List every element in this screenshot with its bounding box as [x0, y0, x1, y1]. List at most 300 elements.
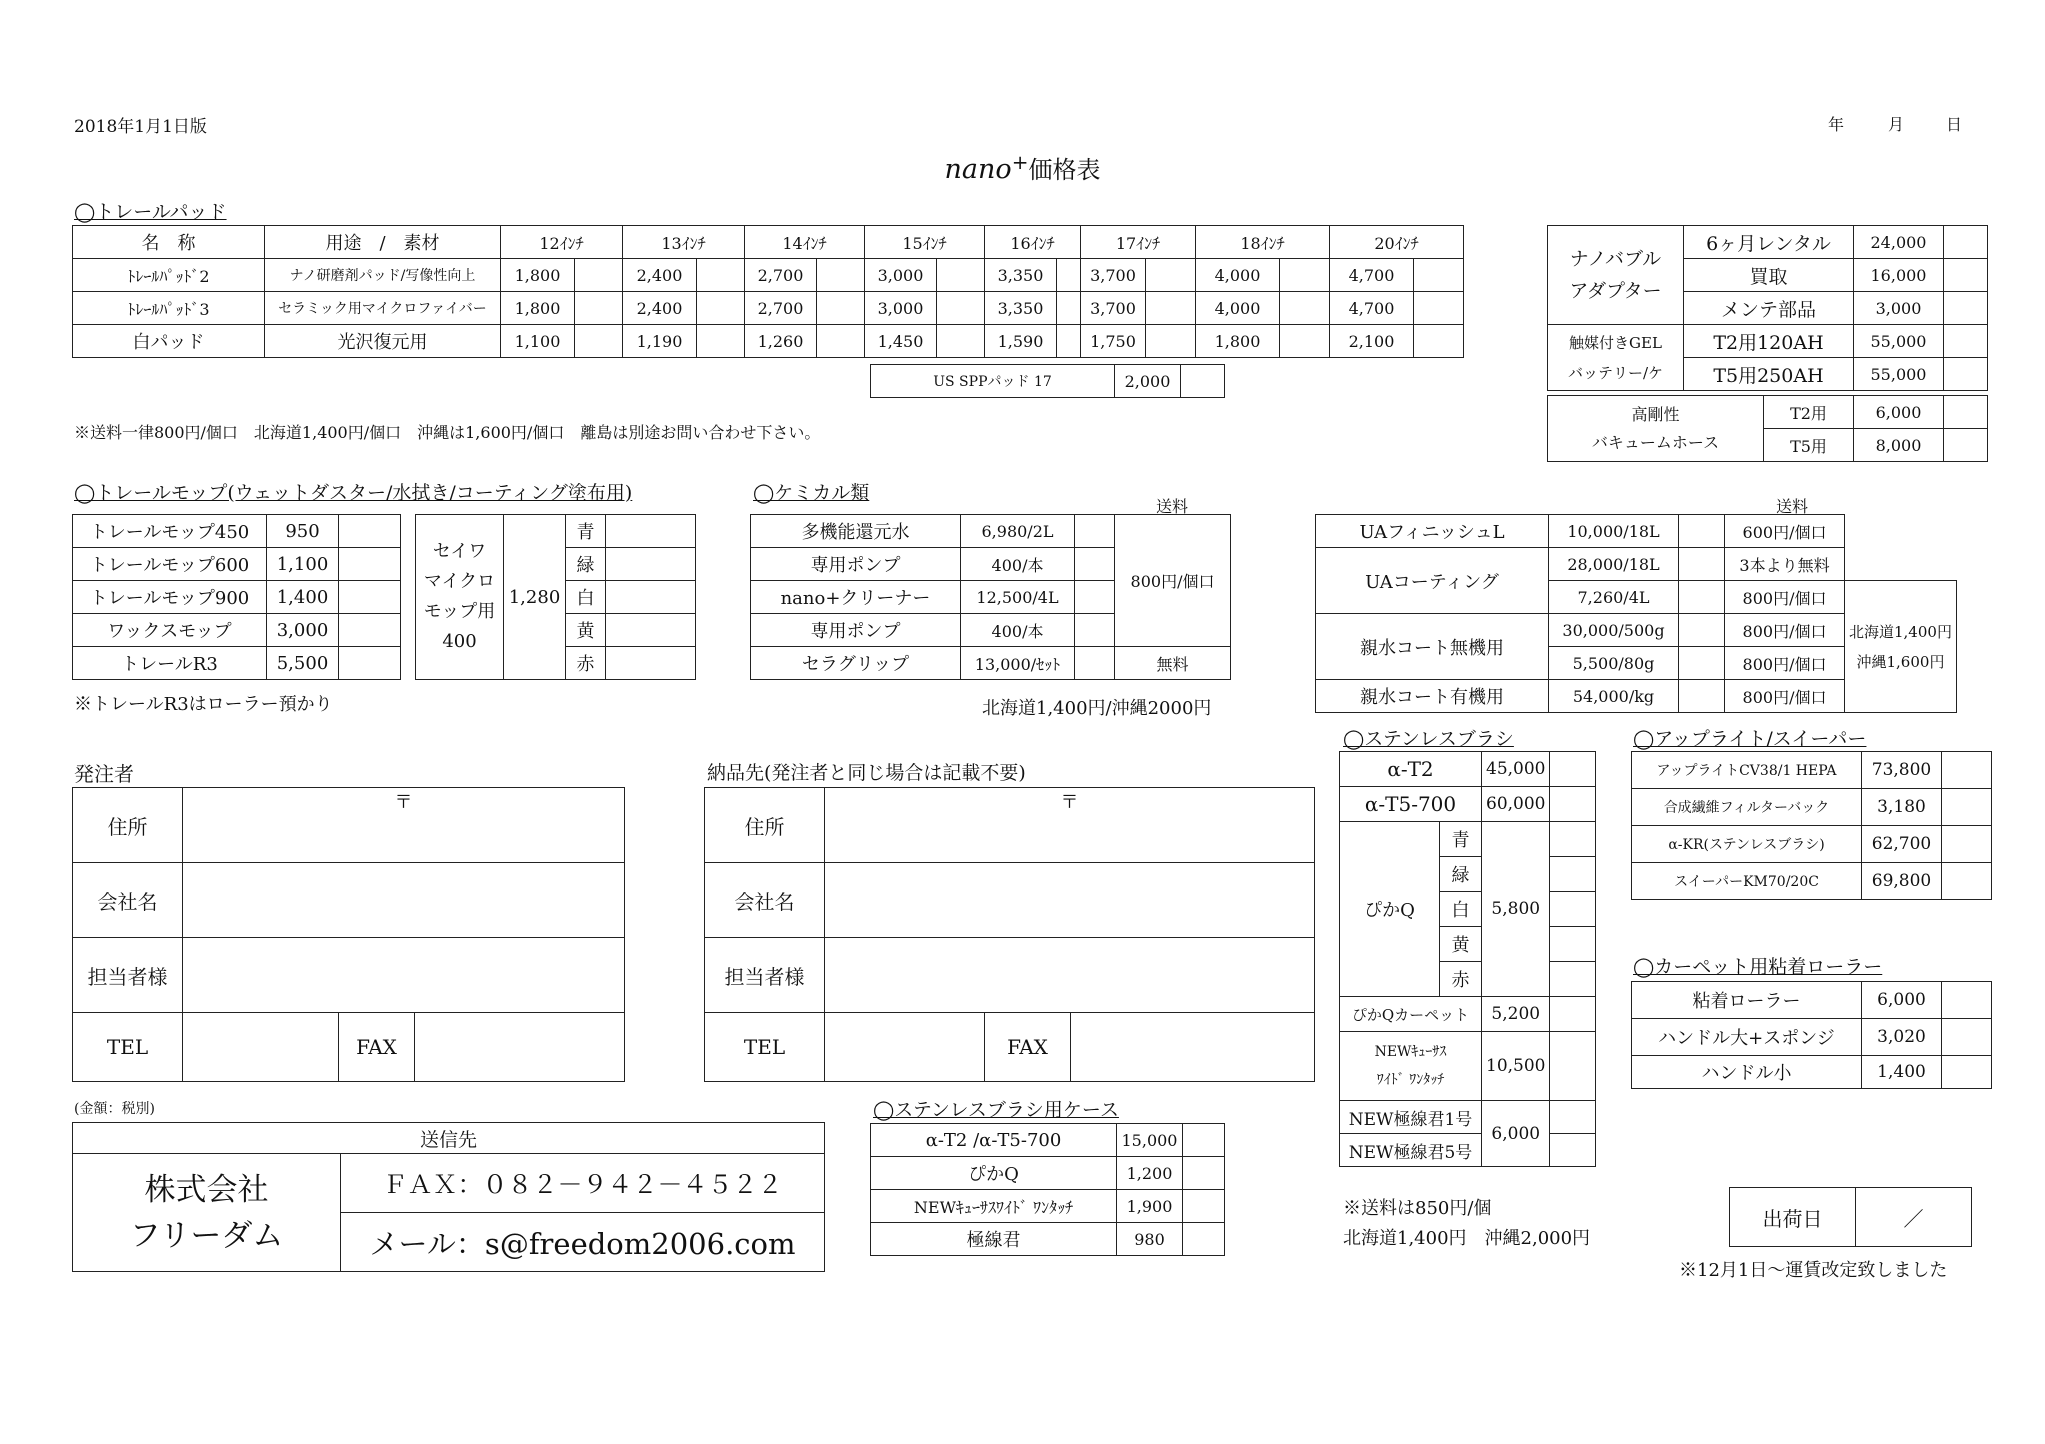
- price-cell: 3,020: [1862, 1019, 1942, 1056]
- date-year-label: 年: [1828, 115, 1845, 134]
- table-row: [1632, 826, 1992, 863]
- stainless-table: [1339, 751, 1596, 1167]
- price-cell: 3,000: [865, 292, 937, 325]
- trail-pad-header: 17ｲﾝﾁ: [1081, 226, 1196, 259]
- price-cell: 3,000: [865, 259, 937, 292]
- gokusen-price: 6,000: [1482, 1101, 1550, 1167]
- qty-cell[interactable]: [1942, 826, 1992, 863]
- table-row: [751, 515, 1231, 548]
- person-label: 担当者様: [705, 938, 825, 1013]
- chem-shipping-free: 無料: [1115, 647, 1231, 680]
- trail-pad-name: ﾄﾚｰﾙﾊﾟｯﾄﾞ3: [73, 292, 265, 325]
- trail-pad-header: 13ｲﾝﾁ: [623, 226, 745, 259]
- price-cell: 45,000: [1482, 752, 1550, 787]
- nano-bubble-item: 買取: [1684, 259, 1854, 292]
- qty-cell[interactable]: [817, 325, 865, 358]
- tel-label: TEL: [705, 1013, 825, 1082]
- mop-name: トレールモップ450: [73, 515, 267, 548]
- qty-cell[interactable]: [1280, 325, 1330, 358]
- qty-cell[interactable]: [606, 515, 696, 548]
- price-cell: 1,200: [1117, 1157, 1183, 1190]
- table-row: [1548, 226, 1988, 259]
- table-row: [1548, 325, 1988, 358]
- qty-cell[interactable]: [339, 581, 401, 614]
- color-cell: 青: [1440, 822, 1482, 857]
- case-name: ぴかQ: [871, 1157, 1117, 1190]
- shipment-note: ※12月1日〜運賃改定致しました: [1679, 1260, 1948, 1281]
- price-cell: 12,500/4L: [961, 581, 1075, 614]
- qty-cell[interactable]: [606, 647, 696, 680]
- qty-cell[interactable]: [1280, 259, 1330, 292]
- table-row: [871, 1124, 1225, 1157]
- price-cell: 55,000: [1854, 358, 1944, 391]
- price-cell: 1,800: [501, 292, 575, 325]
- ua-remote-shipping: [1845, 581, 1957, 713]
- title-rest: 価格表: [1028, 156, 1101, 184]
- table-row: [1316, 548, 1957, 581]
- gokusen-5: NEW極線君5号: [1340, 1134, 1482, 1167]
- qty-cell[interactable]: [1550, 752, 1596, 787]
- price-cell: 2,700: [745, 259, 817, 292]
- qty-cell[interactable]: [1944, 226, 1988, 259]
- price-cell: 10,000/18L: [1549, 515, 1679, 548]
- table-row: [705, 938, 1315, 1013]
- roller-table: [1631, 981, 1992, 1089]
- table-row: [705, 1013, 1315, 1082]
- address-field[interactable]: [825, 788, 1315, 863]
- page-title: [0, 150, 2045, 185]
- kyusasu-line-2: ﾜｲﾄﾞ ﾜﾝﾀｯﾁ: [1376, 1072, 1445, 1088]
- table-row: [871, 1223, 1225, 1256]
- ua-ship: 800円/個口: [1725, 680, 1845, 713]
- price-cell: 1,800: [1196, 325, 1280, 358]
- qty-cell[interactable]: [1550, 787, 1596, 822]
- table-row: [871, 1157, 1225, 1190]
- date-month-label: 月: [1888, 115, 1905, 134]
- fax-field[interactable]: [415, 1013, 625, 1082]
- ua-name: 親水コート無機用: [1316, 614, 1549, 680]
- qty-cell[interactable]: [1942, 1019, 1992, 1056]
- us-spp-table: [870, 364, 1225, 398]
- qty-cell[interactable]: [1183, 1157, 1225, 1190]
- trail-pad-header: 14ｲﾝﾁ: [745, 226, 865, 259]
- upright-name: アップライトCV38/1 HEPA: [1632, 752, 1862, 789]
- trail-pad-use: セラミック用マイクロファイバー: [265, 292, 501, 325]
- table-row: [73, 325, 1464, 358]
- price-cell: 6,000: [1854, 396, 1944, 429]
- qty-cell[interactable]: [606, 581, 696, 614]
- ua-remote-2: 沖縄1,600円: [1856, 652, 1945, 671]
- price-cell: 1,190: [623, 325, 697, 358]
- qty-cell[interactable]: [606, 548, 696, 581]
- ua-table: [1315, 514, 1957, 713]
- qty-cell[interactable]: [1944, 358, 1988, 391]
- tel-label: TEL: [73, 1013, 183, 1082]
- person-label: 担当者様: [73, 938, 183, 1013]
- table-row: [1632, 752, 1992, 789]
- send-to-company: [73, 1154, 341, 1272]
- date-day-label: 日: [1946, 115, 1963, 134]
- qty-cell[interactable]: [1075, 647, 1115, 680]
- ua-shipping-header: 送料: [1776, 497, 1809, 516]
- qty-cell[interactable]: [1679, 614, 1725, 647]
- nano-bubble-table: [1547, 225, 1988, 391]
- qty-cell[interactable]: [1944, 292, 1988, 325]
- qty-cell[interactable]: [339, 548, 401, 581]
- qty-cell[interactable]: [339, 647, 401, 680]
- price-cell: 60,000: [1482, 787, 1550, 822]
- qty-cell[interactable]: [1183, 1223, 1225, 1256]
- table-row: [73, 515, 401, 548]
- chemicals-note: 北海道1,400円/沖縄2000円: [982, 698, 1212, 719]
- color-cell: 黄: [566, 614, 606, 647]
- price-cell: 4,700: [1330, 259, 1414, 292]
- trail-pad-header: 20ｲﾝﾁ: [1330, 226, 1464, 259]
- table-row: [73, 581, 401, 614]
- table-row: [1632, 1056, 1992, 1089]
- qty-cell[interactable]: [1075, 581, 1115, 614]
- price-cell: 10,500: [1482, 1032, 1550, 1101]
- company-label: 会社名: [705, 863, 825, 938]
- color-cell: 白: [566, 581, 606, 614]
- price-cell: 54,000/kg: [1549, 680, 1679, 713]
- ua-name: 親水コート有機用: [1316, 680, 1549, 713]
- qty-cell[interactable]: [339, 515, 401, 548]
- chem-name: 専用ポンプ: [751, 548, 961, 581]
- price-cell: 2,400: [623, 292, 697, 325]
- chemicals-section-title: ◯ケミカル類: [753, 482, 870, 504]
- qty-cell[interactable]: [937, 259, 985, 292]
- trail-pad-use: 光沢復元用: [265, 325, 501, 358]
- company-field[interactable]: [183, 863, 625, 938]
- price-cell: 1,750: [1081, 325, 1146, 358]
- chem-name: 専用ポンプ: [751, 614, 961, 647]
- price-cell: 6,980/2L: [961, 515, 1075, 548]
- nano-bubble-label: [1548, 226, 1684, 325]
- person-field[interactable]: [183, 938, 625, 1013]
- trail-pad-header-row: [73, 226, 1464, 259]
- gokusen-1: NEW極線君1号: [1340, 1101, 1482, 1134]
- price-cell: 1,590: [985, 325, 1057, 358]
- price-cell: 1,100: [267, 548, 339, 581]
- battery-label: [1548, 325, 1684, 391]
- table-row: [871, 365, 1225, 398]
- trail-pad-section-title: ◯トレールパッド: [74, 201, 227, 223]
- price-cell: 7,260/4L: [1549, 581, 1679, 614]
- qty-cell[interactable]: [1944, 259, 1988, 292]
- seiwa-mop-label: [416, 515, 504, 680]
- qty-cell[interactable]: [1550, 892, 1596, 927]
- price-cell: 30,000/500g: [1549, 614, 1679, 647]
- spacer: [1845, 515, 1957, 548]
- qty-cell[interactable]: [1550, 857, 1596, 892]
- price-cell: 55,000: [1854, 325, 1944, 358]
- color-cell: 白: [1440, 892, 1482, 927]
- qty-cell[interactable]: [1679, 548, 1725, 581]
- qty-cell[interactable]: [1942, 1056, 1992, 1089]
- ua-ship: 800円/個口: [1725, 581, 1845, 614]
- qty-cell[interactable]: [817, 259, 865, 292]
- qty-cell[interactable]: [575, 292, 623, 325]
- qty-cell[interactable]: [1414, 292, 1464, 325]
- table-row: [1340, 1101, 1596, 1134]
- price-cell: 950: [267, 515, 339, 548]
- qty-cell[interactable]: [1414, 259, 1464, 292]
- table-row: [73, 1154, 825, 1213]
- shipment-date-field[interactable]: ／: [1856, 1188, 1972, 1247]
- price-cell: 62,700: [1862, 826, 1942, 863]
- qty-cell[interactable]: [1057, 259, 1081, 292]
- qty-cell[interactable]: [1942, 863, 1992, 900]
- ua-name: UAフィニッシュL: [1316, 515, 1549, 548]
- price-cell: 3,350: [985, 259, 1057, 292]
- seiwa-mop-price: 1,280: [504, 515, 566, 680]
- trail-pad-header: 15ｲﾝﾁ: [865, 226, 985, 259]
- qty-cell[interactable]: [1942, 789, 1992, 826]
- table-row: [1316, 515, 1957, 548]
- price-cell: 5,500: [267, 647, 339, 680]
- case-name: 極線君: [871, 1223, 1117, 1256]
- qty-cell[interactable]: [1550, 1032, 1596, 1101]
- mop-name: ワックスモップ: [73, 614, 267, 647]
- qty-cell[interactable]: [1280, 292, 1330, 325]
- price-cell: 15,000: [1117, 1124, 1183, 1157]
- qty-cell[interactable]: [1057, 292, 1081, 325]
- qty-cell[interactable]: [1679, 680, 1725, 713]
- price-cell: 4,700: [1330, 292, 1414, 325]
- qty-cell[interactable]: [1075, 614, 1115, 647]
- company-field[interactable]: [825, 863, 1315, 938]
- table-row: [416, 515, 696, 548]
- price-cell: 2,700: [745, 292, 817, 325]
- trail-pad-use: ナノ研磨剤パッド/写像性向上: [265, 259, 501, 292]
- qty-cell[interactable]: [1944, 396, 1988, 429]
- seiwa-label-line: 400: [442, 631, 477, 652]
- table-row: [73, 548, 401, 581]
- tax-note: (金額：税別): [74, 1101, 155, 1117]
- price-cell: 400/本: [961, 614, 1075, 647]
- postal-mark: 〒: [394, 792, 413, 813]
- company-line-1: 株式会社: [144, 1171, 269, 1208]
- price-cell: 1,100: [501, 325, 575, 358]
- trail-pad-header: 用途 / 素材: [265, 226, 501, 259]
- seiwa-label-line: マイクロ: [423, 571, 496, 592]
- tel-field[interactable]: [825, 1013, 985, 1082]
- chem-name: セラグリップ: [751, 647, 961, 680]
- qty-cell[interactable]: [1057, 325, 1081, 358]
- qty-cell[interactable]: [1075, 515, 1115, 548]
- qty-cell[interactable]: [1550, 962, 1596, 997]
- qty-cell[interactable]: [1550, 822, 1596, 857]
- qty-cell[interactable]: [1942, 752, 1992, 789]
- price-cell: 4,000: [1196, 259, 1280, 292]
- edition-label: 2018年1月1日版: [74, 117, 207, 137]
- qty-cell[interactable]: [1146, 292, 1196, 325]
- trail-pad-table: [72, 225, 1464, 358]
- ua-ship: 3本より無料: [1725, 548, 1845, 581]
- qty-cell[interactable]: [817, 292, 865, 325]
- qty-cell[interactable]: [1550, 1134, 1596, 1167]
- price-cell: 3,350: [985, 292, 1057, 325]
- table-row: [73, 292, 1464, 325]
- price-cell: 1,400: [267, 581, 339, 614]
- mop-name: トレールモップ900: [73, 581, 267, 614]
- table-row: [1632, 863, 1992, 900]
- qty-cell[interactable]: [606, 614, 696, 647]
- mop-name: トレールモップ600: [73, 548, 267, 581]
- qty-cell[interactable]: [1146, 325, 1196, 358]
- title-nano: nano: [944, 154, 1012, 185]
- roller-name: ハンドル小: [1632, 1056, 1862, 1089]
- nano-bubble-label-2: アダプター: [1569, 280, 1662, 302]
- table-row: [73, 614, 401, 647]
- table-row: [73, 863, 625, 938]
- us-spp-price: 2,000: [1115, 365, 1181, 398]
- address-label: 住所: [73, 788, 183, 863]
- price-cell: 13,000/ｾｯﾄ: [961, 647, 1075, 680]
- price-cell: 3,000: [267, 614, 339, 647]
- seiwa-label-line: モップ用: [423, 601, 496, 622]
- qty-cell[interactable]: [1679, 515, 1725, 548]
- address-label: 住所: [705, 788, 825, 863]
- qty-cell[interactable]: [1183, 1190, 1225, 1223]
- chemicals-table: [750, 514, 1231, 680]
- table-row: [751, 647, 1231, 680]
- trail-mop-section-title: ◯トレールモップ(ウェットダスター/水拭き/コーティング塗布用): [74, 482, 633, 504]
- qty-cell[interactable]: [1679, 647, 1725, 680]
- qty-cell[interactable]: [1550, 927, 1596, 962]
- qty-cell[interactable]: [575, 259, 623, 292]
- battery-label-2: バッテリー/ケ: [1567, 363, 1664, 382]
- nano-bubble-label-1: ナノバブル: [1569, 248, 1662, 270]
- table-row: [73, 938, 625, 1013]
- qty-cell[interactable]: [1075, 548, 1115, 581]
- orderer-title: 発注者: [74, 762, 134, 786]
- chemicals-shipping-header: 送料: [1156, 497, 1189, 516]
- hose-item: T5用: [1764, 429, 1854, 462]
- price-cell: 1,800: [501, 259, 575, 292]
- trail-mop-note: ※トレールR3はローラー預かり: [74, 694, 333, 715]
- upright-table: [1631, 751, 1992, 900]
- qty-cell[interactable]: [1146, 259, 1196, 292]
- qty-cell[interactable]: [1679, 581, 1725, 614]
- qty-cell[interactable]: [1414, 325, 1464, 358]
- shipment-label: 出荷日: [1730, 1188, 1856, 1247]
- price-cell: 5,500/80g: [1549, 647, 1679, 680]
- pikaq-carpet: ぴかQカーペット: [1340, 997, 1482, 1032]
- qty-cell[interactable]: [1550, 1101, 1596, 1134]
- delivery-title: 納品先(発注者と同じ場合は記載不要): [707, 762, 1026, 784]
- us-spp-label: US SPPパッド 17: [871, 365, 1115, 398]
- person-field[interactable]: [825, 938, 1315, 1013]
- table-row: [1340, 1032, 1596, 1101]
- price-cell: 3,180: [1862, 789, 1942, 826]
- nano-bubble-item: メンテ部品: [1684, 292, 1854, 325]
- upright-name: スイーパーKM70/20C: [1632, 863, 1862, 900]
- ua-ship: 600円/個口: [1725, 515, 1845, 548]
- hose-label-1: 高剛性: [1631, 404, 1680, 424]
- pikaq-price: 5,800: [1482, 822, 1550, 997]
- qty-cell[interactable]: [1181, 365, 1225, 398]
- tel-field[interactable]: [183, 1013, 339, 1082]
- table-row: [1340, 752, 1596, 787]
- price-cell: 2,100: [1330, 325, 1414, 358]
- case-section-title: ◯ステンレスブラシ用ケース: [873, 1099, 1119, 1121]
- battery-item: T5用250AH: [1684, 358, 1854, 391]
- chem-shipping: 800円/個口: [1115, 515, 1231, 647]
- color-cell: 緑: [566, 548, 606, 581]
- trail-pad-name: 白パッド: [73, 325, 265, 358]
- table-row: [73, 259, 1464, 292]
- qty-cell[interactable]: [1942, 982, 1992, 1019]
- qty-cell[interactable]: [575, 325, 623, 358]
- table-row: [1340, 997, 1596, 1032]
- price-cell: 1,450: [865, 325, 937, 358]
- qty-cell[interactable]: [697, 325, 745, 358]
- ua-ship: 800円/個口: [1725, 647, 1845, 680]
- trail-pad-shipping-note: ※送料一律800円/個口 北海道1,400円/個口 沖縄は1,600円/個口 離島は別途お問い合わせ下さい。: [74, 423, 821, 442]
- hose-label: [1548, 396, 1764, 462]
- trail-mop-table: [72, 514, 401, 680]
- qty-cell[interactable]: [697, 292, 745, 325]
- stainless-section-title: ◯ステンレスブラシ: [1343, 728, 1514, 750]
- spacer: [1845, 548, 1957, 581]
- case-table: [870, 1123, 1225, 1256]
- ua-remote-1: 北海道1,400円: [1849, 622, 1952, 641]
- send-to-table: [72, 1122, 825, 1272]
- price-cell: 5,200: [1482, 997, 1550, 1032]
- qty-cell[interactable]: [1550, 997, 1596, 1032]
- table-row: [705, 863, 1315, 938]
- company-label: 会社名: [73, 863, 183, 938]
- table-row: [1340, 1134, 1596, 1167]
- upright-section-title: ◯アップライト/スイーパー: [1633, 728, 1867, 750]
- table-row: [1548, 396, 1988, 429]
- qty-cell[interactable]: [697, 259, 745, 292]
- price-cell: 16,000: [1854, 259, 1944, 292]
- color-cell: 青: [566, 515, 606, 548]
- qty-cell[interactable]: [937, 325, 985, 358]
- roller-name: ハンドル大+スポンジ: [1632, 1019, 1862, 1056]
- send-to-fax: ＦＡＸ：０８２－９４２－４５２２: [341, 1154, 825, 1213]
- price-cell: 980: [1117, 1223, 1183, 1256]
- new-kyusasu: [1340, 1032, 1482, 1101]
- address-field[interactable]: [183, 788, 625, 863]
- table-row: [1632, 789, 1992, 826]
- table-row: [1340, 822, 1596, 857]
- price-cell: 3,700: [1081, 259, 1146, 292]
- price-cell: 400/本: [961, 548, 1075, 581]
- qty-cell[interactable]: [937, 292, 985, 325]
- fax-label: FAX: [985, 1013, 1071, 1082]
- hose-label-2: バキュームホース: [1591, 432, 1720, 452]
- fax-field[interactable]: [1071, 1013, 1315, 1082]
- kyusasu-line-1: NEWｷｭｰｻｽ: [1374, 1044, 1447, 1060]
- qty-cell[interactable]: [339, 614, 401, 647]
- qty-cell[interactable]: [1944, 429, 1988, 462]
- table-row: [73, 1123, 825, 1154]
- trail-pad-header: 16ｲﾝﾁ: [985, 226, 1081, 259]
- fax-label: FAX: [339, 1013, 415, 1082]
- qty-cell[interactable]: [1183, 1124, 1225, 1157]
- company-line-2: フリーダム: [129, 1217, 284, 1254]
- title-plus: +: [1011, 150, 1029, 174]
- stainless-note-2: 北海道1,400円 沖縄2,000円: [1343, 1228, 1591, 1249]
- price-cell: 3,000: [1854, 292, 1944, 325]
- qty-cell[interactable]: [1944, 325, 1988, 358]
- price-cell: 4,000: [1196, 292, 1280, 325]
- send-to-mail[interactable]: メール：s@freedom2006.com: [341, 1213, 825, 1272]
